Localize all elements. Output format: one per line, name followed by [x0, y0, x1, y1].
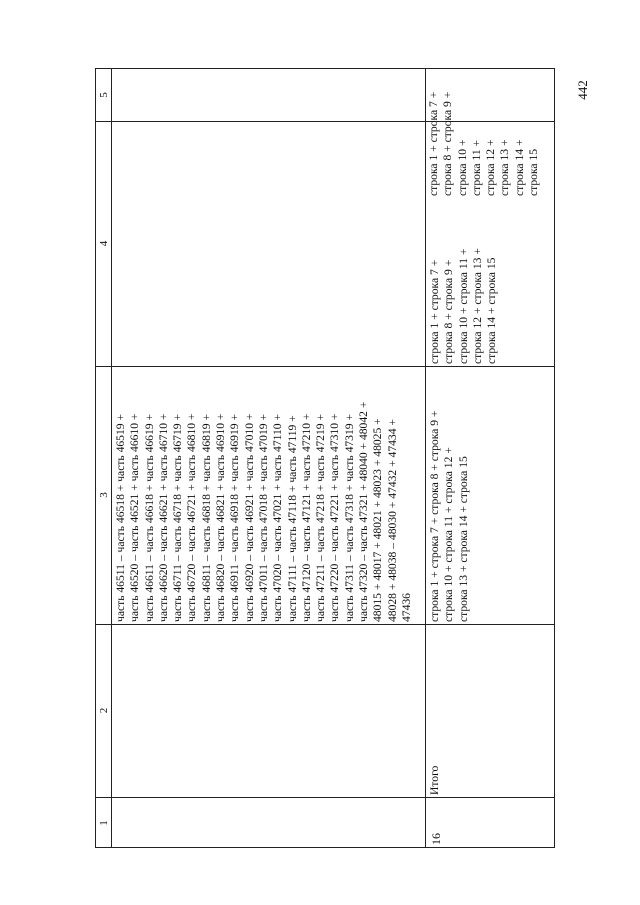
formula-text [114, 370, 426, 622]
text-line: строка 15 [527, 148, 541, 196]
text-line: часть 47011 – часть 47018 + часть 47019 + [256, 413, 270, 622]
row-number: 16 [429, 833, 443, 845]
header-label: 4 [98, 240, 110, 247]
formula-text [428, 370, 554, 622]
text-line: часть 46720 – часть 46721 + часть 46810 + [185, 413, 199, 622]
text-line: строка 8 + строка 9 + [442, 259, 456, 364]
text-line: часть 46811 – часть 46818 + часть 46819 + [199, 413, 213, 622]
text-line: строка 11 + [469, 139, 483, 196]
total-row-col3-cell [425, 366, 556, 624]
data-table [95, 68, 555, 848]
text-line: строка 13 + [498, 139, 512, 196]
total-row-col5-cell [425, 69, 556, 196]
text-line: строка 12 + [484, 139, 498, 196]
header-label: 1 [98, 820, 110, 826]
text-line: часть 46711 – часть 46718 + часть 46719 + [171, 413, 185, 622]
text-line: часть 46920 – часть 46921 + часть 47010 + [242, 413, 256, 622]
text-line: часть 46911 – часть 46918 + часть 46919 + [228, 413, 242, 622]
continued-row-col3-cell [111, 366, 425, 624]
text-line: часть 47120 – часть 47121 + часть 47210 + [299, 413, 313, 622]
text-line: часть 47320 – часть 47321 + 48040 + 48042 + [357, 401, 371, 622]
text-line: строка 12 + строка 13 + [470, 248, 484, 364]
text-line: 48028 + 48038 – 48030 + 47432 + 47434 + [385, 419, 399, 622]
text-line: 47436 [399, 593, 413, 622]
header-cell-col2 [96, 624, 111, 797]
header-cell-col4 [96, 121, 111, 366]
text-line: часть 47211 – часть 47218 + часть 47219 + [314, 413, 328, 622]
text-line: часть 46620 – часть 46621 + часть 46710 + [156, 413, 170, 622]
text-line: часть 46820 – часть 46821 + часть 46910 + [214, 413, 228, 622]
text-line: строка 1 + строка 7 + [428, 259, 441, 364]
text-line: строка 8 + строка 9 + [441, 91, 455, 196]
text-line: строка 1 + строка 7 + [427, 91, 440, 196]
header-cell-col3 [96, 366, 111, 624]
text-line: строка 14 + [512, 139, 526, 196]
text-line: часть 47220 – часть 47221 + часть 47310 + [328, 413, 342, 622]
total-row-label-cell [425, 624, 556, 797]
text-line: часть 46611 – часть 46618 + часть 46619 + [142, 413, 156, 622]
text-line: часть 46511 – часть 46518 + часть 46519 + [114, 413, 127, 622]
text-line: строка 14 + строка 15 [485, 257, 499, 364]
header-cell-col1 [96, 797, 111, 849]
total-row-number-cell [425, 797, 556, 849]
page-number: 442 [575, 80, 590, 100]
header-label: 5 [98, 92, 110, 98]
text-line: строка 10 + строка 11 + строка 12 + [442, 447, 456, 622]
text-line: 48015 + 48017 + 48021 + 48023 + 48025 + [371, 418, 385, 622]
header-cell-col5 [96, 69, 111, 121]
text-line: строка 10 + строка 11 + [456, 248, 470, 364]
row-label: Итого [428, 765, 441, 795]
text-line: строка 13 + строка 14 + строка 15 [456, 456, 470, 622]
text-line: строка 1 + строка 7 + строка 8 + строка 9 + [428, 410, 441, 622]
text-line: строка 10 + [455, 139, 469, 196]
text-line: часть 47111 – часть 47118 + часть 47119 + [285, 415, 299, 622]
header-label: 3 [98, 492, 110, 498]
formula-text [427, 70, 555, 196]
text-line: часть 47020 – часть 47021 + часть 47110 + [271, 413, 285, 622]
header-label: 2 [98, 707, 110, 714]
text-line: часть 47311 – часть 47318 + часть 47319 + [342, 413, 356, 622]
text-line: часть 46520 – часть 46521 + часть 46610 + [128, 413, 142, 622]
